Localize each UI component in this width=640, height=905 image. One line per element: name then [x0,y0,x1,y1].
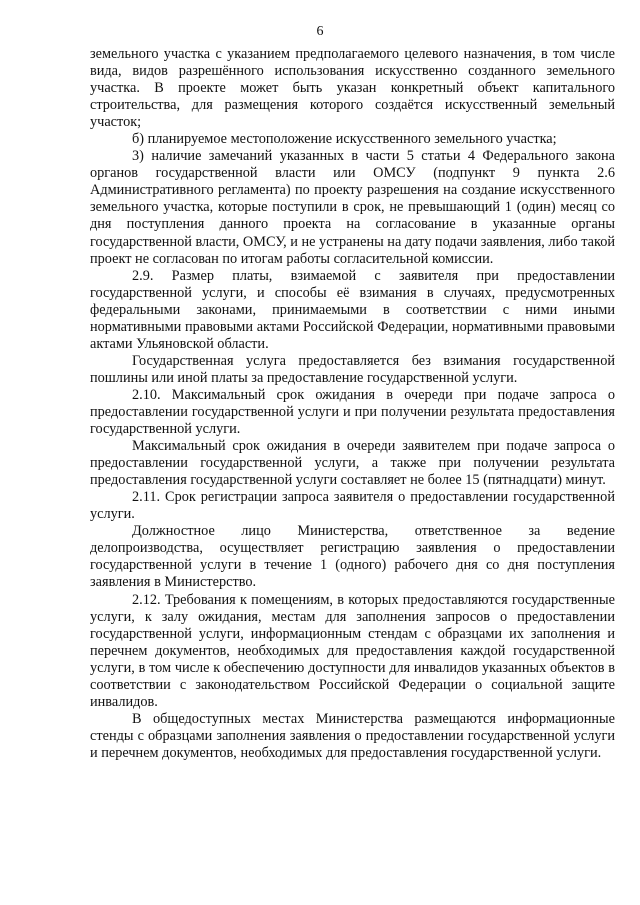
paragraph-item-b: б) планируемое местоположение искусственного земельного участка; [132,131,557,148]
page-number: 6 [316,24,324,39]
document-body [90,46,615,762]
paragraph-item-3: 3) наличие замечаний указанных в части 5 статьи 4 Федерального закона органов государственной власти или ОМСУ (подпункт 9 пункта 2.6 Административного регламента) по проекту разрешения на создание искусственного земельного участка, которые поступили в срок, не превышающий 1 (один) месяц со дня поступления данного проекта на согласование в указанные органы государственной власти, ОМСУ, и не устранены на дату подачи заявления, либо такой проект не согласован по итогам работы согласительной комиссии. [90,148,615,267]
paragraph-continuation: земельного участка с указанием предполагаемого целевого назначения, в том числе вида, видов разрешённого использования искусственно созданного земельного участка. В проекте может быть указан конкретный объект капитального строительства, для размещения которого создаётся искусственный земельный участок; [90,46,615,131]
section-2-12-body: В общедоступных местах Министерства размещаются информационные стенды с образцами заполнения заявления о предоставлении государственной услуги и перечнем документов, необходимых для предоставления государственной услуги. [90,710,615,761]
section-2-12-heading: 2.12. Требования к помещениям, в которых предоставляются государственные услуги, к залу ожидания, местам для заполнения запросов о предоставлении государственной услуги, информационным стендам с образцами их заполнения и перечнем документов, необходимых для предоставления каждой государственной услуги, в том числе к обеспечению доступности для инвалидов указанных объектов в соответствии с законодательством Российской Федерации о социальной защите инвалидов. [90,591,615,710]
section-2-9-heading: 2.9. Размер платы, взимаемой с заявителя при предоставлении государственной услуги, и способы её взимания в случаях, предусмотренных федеральными законами, принимаемыми в соответствии с ними иными нормативными правовыми актами Российской Федерации, нормативными правовыми актами Ульяновской области. [90,267,615,352]
section-2-10-heading: 2.10. Максимальный срок ожидания в очереди при подаче запроса о предоставлении государственной услуги и при получении результата предоставления государственной услуги. [90,386,615,438]
section-2-11-heading: 2.11. Срок регистрации запроса заявителя о предоставлении государственной услуги. [90,489,615,523]
section-2-11-body: Должностное лицо Министерства, ответственное за ведение делопроизводства, осуществляет регистрацию заявления о предоставлении государственной услуги в течение 1 (одного) рабочего дня со дня поступления заявления в Министерство. [90,523,615,591]
section-2-9-body: Государственная услуга предоставляется без взимания государственной пошлины или иной платы за предоставление государственной услуги. [90,352,615,386]
section-2-10-body: Максимальный срок ожидания в очереди заявителем при подаче запроса о предоставлении государственной услуги, а также при получении результата предоставления государственной услуги составляет не более 15 (пятнадцати) минут. [90,438,615,489]
